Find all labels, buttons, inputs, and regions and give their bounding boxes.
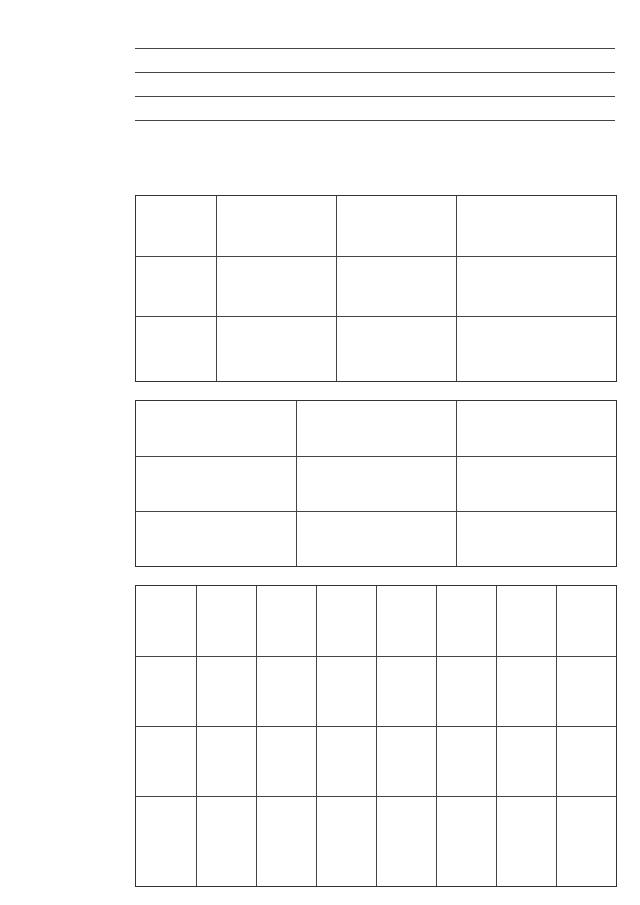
section-1-2-table [135, 585, 617, 887]
section-1-2-column-rule [256, 586, 257, 886]
section-1-column-rule [216, 196, 217, 381]
header-block [135, 20, 615, 180]
section-1-table [135, 195, 617, 382]
section-1-2-column-rule [316, 586, 317, 886]
section-1-2-column-rule [496, 586, 497, 886]
rotated-form [135, 20, 615, 890]
section-1-1-column-rule [296, 401, 297, 566]
section-1-1-column-rule [456, 401, 457, 566]
section-1-2-row-rule [136, 726, 616, 727]
section-1-row-rule [136, 316, 616, 317]
section-1-1-row-rule [136, 456, 616, 457]
section-1-1-table [135, 400, 617, 567]
header-rule [135, 72, 615, 73]
section-1-1-row-rule [136, 511, 616, 512]
section-1-column-rule [336, 196, 337, 381]
section-1-column-rule [456, 196, 457, 381]
section-1-2-row-rule [136, 656, 616, 657]
section-1-2-row-rule [136, 796, 616, 797]
section-1-2-column-rule [556, 586, 557, 886]
header-rule [135, 120, 615, 121]
section-1-2-column-rule [376, 586, 377, 886]
section-1-2-column-rule [436, 586, 437, 886]
section-1-2-column-rule [196, 586, 197, 886]
header-rule [135, 96, 615, 97]
section-1-row-rule [136, 256, 616, 257]
header-rule [135, 48, 615, 49]
